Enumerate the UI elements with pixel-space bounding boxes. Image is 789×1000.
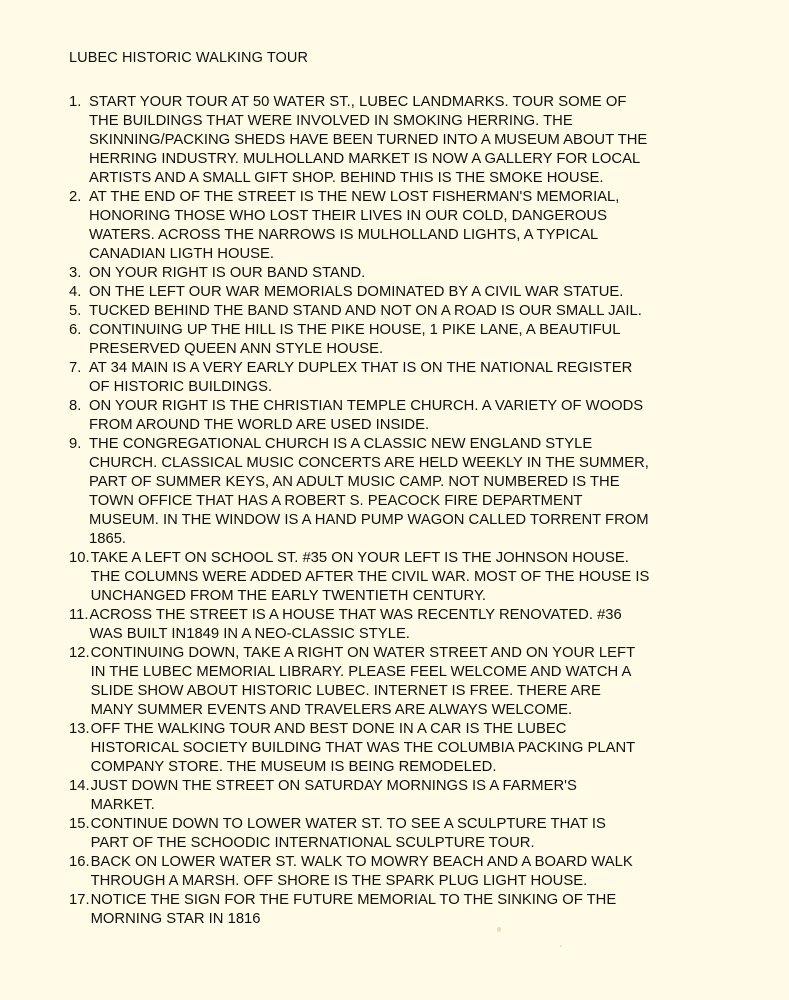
tour-stop-item	[69, 891, 719, 929]
tour-stop-item	[69, 644, 719, 720]
tour-stop-item	[69, 397, 719, 435]
tour-stop-number: 5.	[69, 303, 82, 319]
tour-stop-item	[69, 815, 719, 853]
tour-stop-number: 17.	[69, 892, 90, 908]
tour-stop-text: CONTINUE DOWN TO LOWER WATER ST. TO SEE A SCULPTURE THAT IS PART OF THE SCHOODIC INTERNATIONAL SCULPTURE TOUR.	[90, 816, 606, 851]
tour-stop-text: ACROSS THE STREET IS A HOUSE THAT WAS RECENTLY RENOVATED. #36 WAS BUILT IN1849 IN A NEO-CLASSIC STYLE.	[89, 607, 622, 642]
tour-stop-item	[69, 302, 719, 321]
tour-stop-item	[69, 321, 719, 359]
tour-stop-number: 6.	[69, 322, 82, 338]
paper-speck	[497, 927, 501, 932]
tour-stop-item	[69, 853, 719, 891]
tour-stop-number: 13.	[69, 721, 90, 737]
tour-stop-text: AT 34 MAIN IS A VERY EARLY DUPLEX THAT IS ON THE NATIONAL REGISTER OF HISTORIC BUILDINGS.	[89, 360, 633, 395]
tour-stop-number: 14.	[69, 778, 90, 794]
tour-stop-text: OFF THE WALKING TOUR AND BEST DONE IN A CAR IS THE LUBEC HISTORICAL SOCIETY BUILDING THAT WAS THE COLUMBIA PACKING PLANT COMPANY STORE. THE MUSEUM IS BEING REMODELED.	[90, 721, 636, 775]
tour-stop-text: ON YOUR RIGHT IS OUR BAND STAND.	[89, 265, 366, 281]
tour-stop-text: NOTICE THE SIGN FOR THE FUTURE MEMORIAL TO THE SINKING OF THE MORNING STAR IN 1816	[90, 892, 617, 927]
tour-stop-number: 3.	[69, 265, 82, 281]
tour-stop-text: TAKE A LEFT ON SCHOOL ST. #35 ON YOUR LEFT IS THE JOHNSON HOUSE. THE COLUMNS WERE ADDED AFTER THE CIVIL WAR. MOST OF THE HOUSE IS UNCHANGED FROM THE EARLY TWENTIETH CENTURY.	[90, 550, 650, 604]
tour-stop-item	[69, 93, 719, 188]
document-title: LUBEC HISTORIC WALKING TOUR	[69, 50, 309, 66]
tour-stop-text: TUCKED BEHIND THE BAND STAND AND NOT ON A ROAD IS OUR SMALL JAIL.	[89, 303, 642, 319]
tour-stop-item	[69, 777, 719, 815]
tour-stop-number: 15.	[69, 816, 90, 832]
tour-stop-item	[69, 283, 719, 302]
tour-stop-text: AT THE END OF THE STREET IS THE NEW LOST FISHERMAN'S MEMORIAL, HONORING THOSE WHO LOST THEIR LIVES IN OUR COLD, DANGEROUS WATERS. ACROSS THE NARROWS IS MULHOLLAND LIGHTS, A TYPICAL CANADIAN LIGTH HOUSE.	[89, 189, 620, 262]
tour-stop-item	[69, 264, 719, 283]
tour-stop-text: ON THE LEFT OUR WAR MEMORIALS DOMINATED BY A CIVIL WAR STATUE.	[89, 284, 624, 300]
paper-speck	[560, 945, 562, 947]
tour-stop-text: START YOUR TOUR AT 50 WATER ST., LUBEC LANDMARKS. TOUR SOME OF THE BUILDINGS THAT WERE INVOLVED IN SMOKING HERRING. THE SKINNING/PACKING SHEDS HAVE BEEN TURNED INTO A MUSEUM ABOUT THE HERRING INDUSTRY. MULHOLLAND MARKET IS NOW A GALLERY FOR LOCAL ARTISTS AND A SMALL GIFT SHOP. BEHIND THIS IS THE SMOKE HOUSE.	[89, 94, 648, 186]
tour-stop-number: 1.	[69, 94, 82, 110]
tour-stop-text: JUST DOWN THE STREET ON SATURDAY MORNINGS IS A FARMER'S MARKET.	[90, 778, 577, 813]
tour-stop-number: 2.	[69, 189, 82, 205]
tour-stop-text: CONTINUING DOWN, TAKE A RIGHT ON WATER STREET AND ON YOUR LEFT IN THE LUBEC MEMORIAL LIBRARY. PLEASE FEEL WELCOME AND WATCH A SLIDE SHOW ABOUT HISTORIC LUBEC. INTERNET IS FREE. THERE ARE MANY SUMMER EVENTS AND TRAVELERS ARE ALWAYS WELCOME.	[90, 645, 636, 718]
tour-stop-item	[69, 549, 719, 606]
tour-stop-item	[69, 720, 719, 777]
tour-stop-item	[69, 188, 719, 264]
tour-stop-item	[69, 359, 719, 397]
tour-stop-item	[69, 606, 719, 644]
tour-stop-number: 16.	[69, 854, 90, 870]
tour-stop-text: BACK ON LOWER WATER ST. WALK TO MOWRY BEACH AND A BOARD WALK THROUGH A MARSH. OFF SHORE IS THE SPARK PLUG LIGHT HOUSE.	[90, 854, 633, 889]
tour-stop-number: 9.	[69, 436, 82, 452]
tour-stop-number: 7.	[69, 360, 82, 376]
tour-stop-number: 8.	[69, 398, 82, 414]
tour-stop-number: 11.	[69, 607, 89, 623]
tour-stop-text: ON YOUR RIGHT IS THE CHRISTIAN TEMPLE CHURCH. A VARIETY OF WOODS FROM AROUND THE WORLD ARE USED INSIDE.	[89, 398, 644, 433]
tour-stop-number: 4.	[69, 284, 82, 300]
tour-stop-text: THE CONGREGATIONAL CHURCH IS A CLASSIC NEW ENGLAND STYLE CHURCH. CLASSICAL MUSIC CONCERTS ARE HELD WEEKLY IN THE SUMMER, PART OF SUMMER KEYS, AN ADULT MUSIC CAMP. NOT NUMBERED IS THE TOWN OFFICE THAT HAS A ROBERT S. PEACOCK FIRE DEPARTMENT MUSEUM. IN THE WINDOW IS A HAND PUMP WAGON CALLED TORRENT FROM 1865.	[89, 436, 649, 547]
tour-stop-number: 12.	[69, 645, 90, 661]
tour-stop-number: 10.	[69, 550, 90, 566]
tour-stop-list	[69, 93, 719, 929]
tour-stop-text: CONTINUING UP THE HILL IS THE PIKE HOUSE, 1 PIKE LANE, A BEAUTIFUL PRESERVED QUEEN ANN STYLE HOUSE.	[89, 322, 621, 357]
tour-stop-item	[69, 435, 719, 549]
